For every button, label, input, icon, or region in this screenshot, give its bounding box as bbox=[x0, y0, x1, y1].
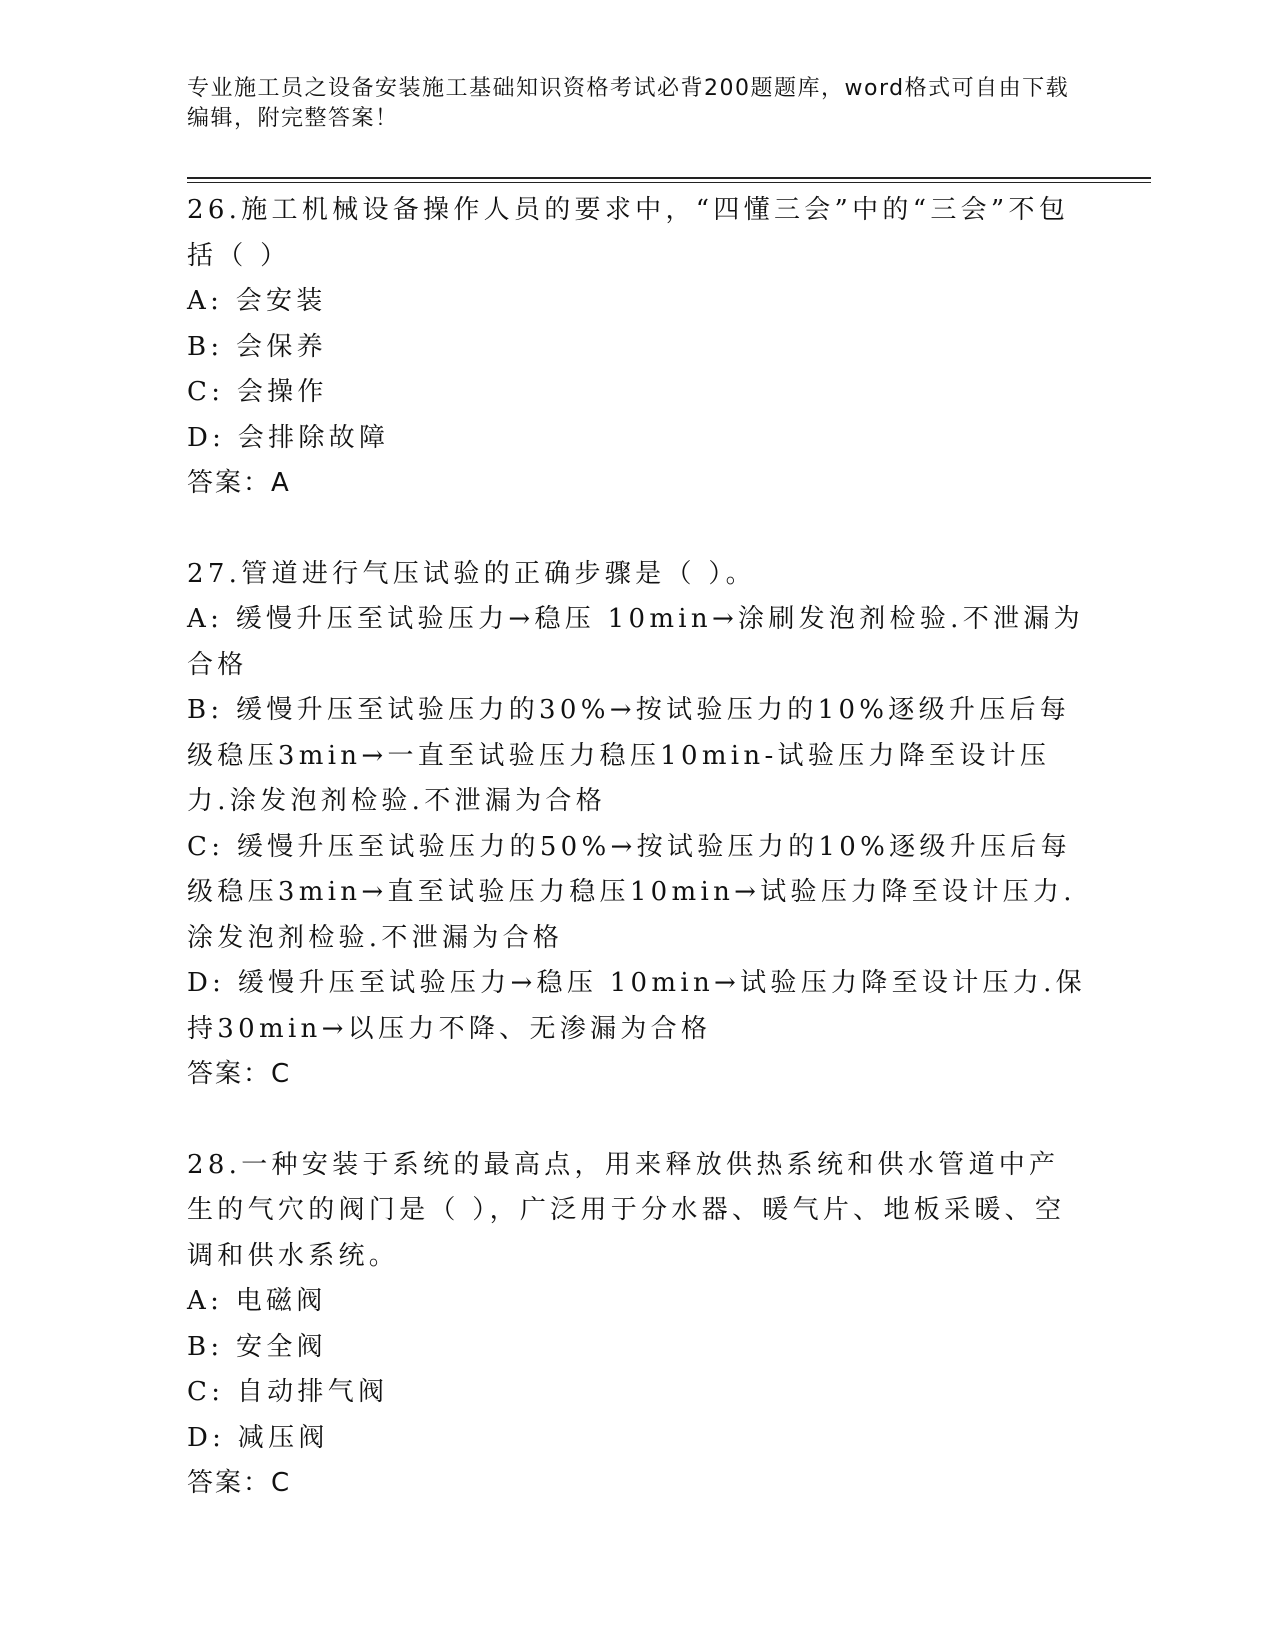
option-c: C: 会操作 bbox=[187, 377, 328, 407]
option-b: B: 会保养 bbox=[187, 331, 327, 362]
question-stem: 26.施工机械设备操作人员的要求中，“四懂三会”中的“三会”不包括（ ） bbox=[187, 195, 1070, 271]
header-rule-thin bbox=[187, 182, 1151, 183]
answer: 答案：C bbox=[187, 1468, 292, 1498]
option-d: D: 缓慢升压至试验压力→稳压 10min→试验压力降至设计压力.保持30min→以压力不降、无渗漏为合格 bbox=[187, 968, 1086, 1044]
answer: 答案：C bbox=[187, 1059, 292, 1089]
option-d: D: 会排除故障 bbox=[187, 422, 390, 453]
option-b: B: 安全阀 bbox=[187, 1331, 327, 1362]
question-28 bbox=[187, 1143, 1087, 1507]
header-rule-thick bbox=[187, 177, 1151, 179]
option-c: C: 自动排气阀 bbox=[187, 1377, 389, 1407]
document-header bbox=[187, 74, 1077, 134]
option-d: D: 减压阀 bbox=[187, 1422, 329, 1453]
question-26 bbox=[187, 188, 1087, 507]
question-stem: 28.一种安装于系统的最高点，用来释放供热系统和供水管道中产生的气穴的阀门是（ ），广泛用于分水器、暖气片、地板采暖、空调和供水系统。 bbox=[187, 1149, 1066, 1271]
question-27 bbox=[187, 552, 1087, 1098]
question-list bbox=[187, 188, 1087, 1552]
option-a: A: 电磁阀 bbox=[187, 1286, 327, 1316]
option-c: C: 缓慢升压至试验压力的50%→按试验压力的10%逐级升压后每级稳压3min→直至试验压力稳压10min→试验压力降至设计压力.涂发泡剂检验.不泄漏为合格 bbox=[187, 831, 1076, 953]
option-b: B: 缓慢升压至试验压力的30%→按试验压力的10%逐级升压后每级稳压3min→一直至试验压力稳压10min-试验压力降至设计压力.涂发泡剂检验.不泄漏为合格 bbox=[187, 695, 1071, 816]
question-stem: 27.管道进行气压试验的正确步骤是（ ）。 bbox=[187, 558, 756, 589]
answer: 答案：A bbox=[187, 468, 291, 498]
header-text: 专业施工员之设备安装施工基础知识资格考试必背200题题库，word格式可自由下载编辑，附完整答案！ bbox=[187, 76, 1070, 131]
option-a: A: 缓慢升压至试验压力→稳压 10min→涂刷发泡剂检验.不泄漏为合格 bbox=[187, 604, 1084, 680]
option-a: A: 会安装 bbox=[187, 286, 327, 316]
